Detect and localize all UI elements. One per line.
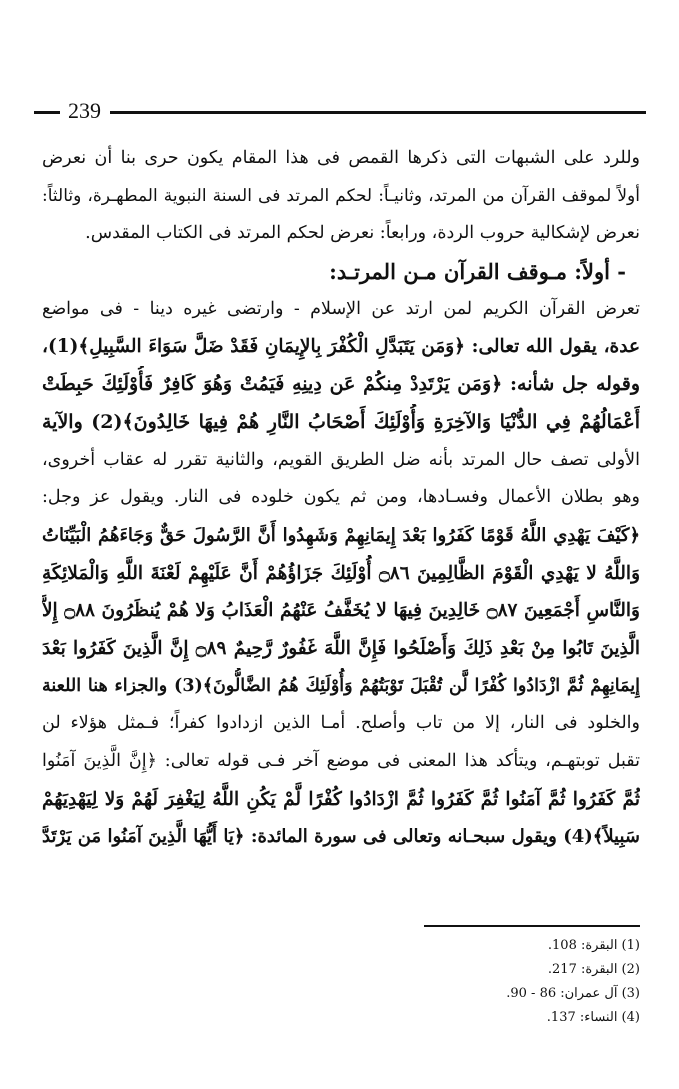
- footnote-divider: [424, 925, 640, 927]
- quran-line: وَاللَّهُ لا يَهْدِي الْقَوْمَ الظَّالِمِينَ ۝٨٦ أُوْلَئِكَ جَزَاؤُهُمْ أَنَّ عَلَيْهِمْ لَعْنَةَ اللَّهِ وَالْمَلائِكَةِ: [42, 562, 640, 584]
- footnote: (2) البقرة: 217.: [547, 962, 640, 977]
- quran-line: إِيمَانِهِمْ ثُمَّ ازْدَادُوا كُفْرًا لَّن تُقْبَلَ تَوْبَتُهُمْ وَأُوْلَئِكَ هُمُ الضَّالُّونَ﴾(3) والجزاء هنا اللعنة: [42, 675, 640, 696]
- text-line: عدة، يقول الله تعالى: ﴿وَمَن يَتَبَدَّلِ الْكُفْرَ بِالإِيمَانِ فَقَدْ ضَلَّ سَوَاءَ السَّبِيلِ﴾(1)،: [42, 336, 640, 358]
- footnotes: [420, 934, 640, 1030]
- header-rule-short: [34, 111, 60, 114]
- text-line: وهو بطلان الأعمال وفسـادها، ومن ثم يكون خلوده فى النار. ويقول عز وجل:: [42, 487, 640, 508]
- quran-line: ثُمَّ كَفَرُوا ثُمَّ آمَنُوا ثُمَّ كَفَرُوا ثُمَّ ازْدَادُوا كُفْرًا لَّمْ يَكُنِ اللَّهُ لِيَغْفِرَ لَهُمْ وَلا لِيَهْدِيَهُمْ: [42, 788, 640, 810]
- text-line: نعرض لإشكالية حروب الردة، ورابعاً: نعرض لحكم المرتد فى الكتاب المقدس.: [85, 223, 640, 244]
- quran-line: وَالنَّاسِ أَجْمَعِينَ ۝٨٧ خَالِدِينَ فِيهَا لا يُخَفَّفُ عَنْهُمُ الْعَذَابُ وَلا هُمْ يُنظَرُونَ ۝٨٨ إِلاَّ: [42, 600, 640, 622]
- section-heading: - أولاً: مـوقف القرآن مـن المرتـد:: [329, 259, 626, 285]
- quran-line: الَّذِينَ تَابُوا مِنْ بَعْدِ ذَلِكَ وَأَصْلَحُوا فَإِنَّ اللَّهَ غَفُورٌ رَّحِيمٌ ۝٨٩ إِنَّ الَّذِينَ كَفَرُوا بَعْدَ: [42, 637, 640, 659]
- footnote: (3) آل عمران: 86 - 90.: [506, 986, 640, 1001]
- text-line: تعرض القرآن الكريم لمن ارتد عن الإسلام - وارتضى غيره دينا - فى مواضع: [42, 298, 640, 319]
- text-line: والخلود فى النار، إلا من تاب وأصلح. أمـا الذين ازدادوا كفراً؛ فـمثل هؤلاء لن: [42, 713, 640, 734]
- main-text: [42, 140, 640, 856]
- quran-line: ﴿كَيْفَ يَهْدِي اللَّهُ قَوْمًا كَفَرُوا بَعْدَ إِيمَانِهِمْ وَشَهِدُوا أَنَّ الرَّسُولَ حَقٌّ وَجَاءَهُمُ الْبَيِّنَاتُ: [42, 524, 640, 546]
- text-line: وللرد على الشبهات التى ذكرها القمص فى هذا المقام يكون حرى بنا أن نعرض: [42, 148, 640, 168]
- footnote: (1) البقرة: 108.: [547, 938, 640, 953]
- text-line: أَعْمَالُهُمْ فِي الدُّنْيَا وَالآخِرَةِ وَأُوْلَئِكَ أَصْحَابُ النَّارِ هُمْ فِيهَا خَالِدُونَ﴾(2) والآية: [42, 410, 640, 433]
- page-header: [34, 96, 646, 126]
- text-line: سَبِيلاً﴾(4) ويقول سبحـانه وتعالى فى سورة المائدة: ﴿يَا أَيُّهَا الَّذِينَ آمَنُوا مَن يَرْتَدَّ: [42, 826, 640, 848]
- page-number: 239: [68, 98, 101, 123]
- text-line: وقوله جل شأنه: ﴿وَمَن يَرْتَدِدْ مِنكُمْ عَن دِينِهِ فَيَمُتْ وَهُوَ كَافِرٌ فَأُوْلَئِكَ حَبِطَتْ: [42, 373, 640, 396]
- text-line: الأولى تصف حال المرتد بأنه ضل الطريق القويم، والثانية تقرر له عقاب أخروى،: [42, 449, 640, 470]
- header-rule-long: [110, 111, 646, 114]
- text-line: أولاً لموقف القرآن من المرتد، وثانيـاً: لحكم المرتد فى السنة النبوية المطهـرة، وثالثاً:: [42, 185, 640, 206]
- footnote: (4) النساء: 137.: [546, 1010, 640, 1025]
- text-line: تقبل توبتهـم، ويتأكد هذا المعنى فى موضع آخر فـى قوله تعالى: ﴿إِنَّ الَّذِينَ آمَنُوا: [42, 751, 640, 771]
